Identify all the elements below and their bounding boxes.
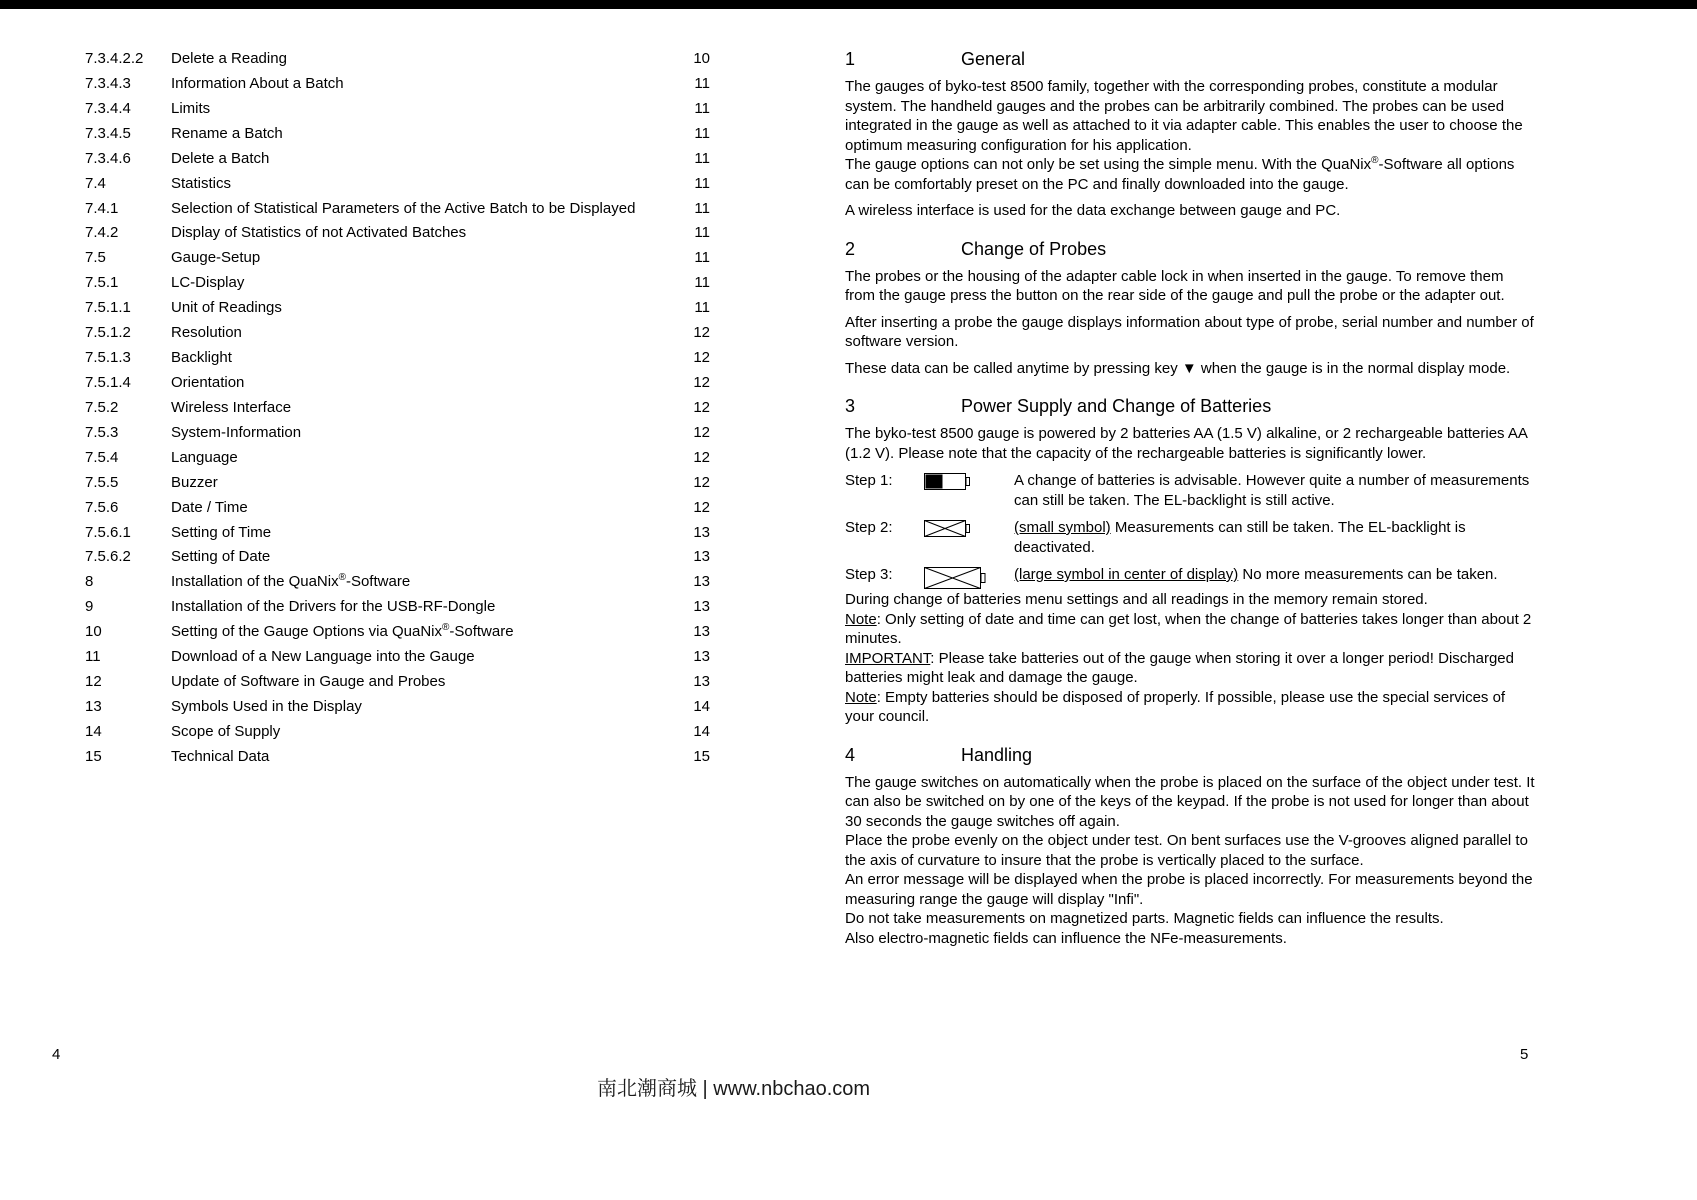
paragraph: An error message will be displayed when the probe is placed incorrectly. For measurements beyond the measuring range the gauge will display "Infi". [845,871,1533,908]
toc-entry-number: 7.5.1.2 [85,324,131,342]
paragraph: The gauge switches on automatically when the probe is placed on the surface of the object under test. It can also be switched on by one of the keys of the keypad. If the probe is not used for longer than about 30 seconds the gauge switches off again. [845,773,1535,830]
toc-entry-title: Update of Software in Gauge and Probes [171,673,446,691]
paragraph: IMPORTANT: Please take batteries out of the gauge when storing it over a longer period! Discharged batteries might leak and damage the gauge. [845,649,1514,686]
battery-crossed-small-icon [924,518,1014,538]
section-number: 4 [845,744,856,765]
paragraph: Also electro-magnetic fields can influence the NFe-measurements. [845,929,1287,947]
toc-entry-number: 7.5.1.1 [85,299,131,317]
toc-entry-page: 12 [693,423,710,441]
paragraph: The probes or the housing of the adapter cable lock in when inserted in the gauge. To remove them from the gauge press the button on the rear side of the gauge and pull the probe or the adapter out. [845,267,1505,304]
toc-entry-page: 11 [694,249,710,267]
toc-row [85,598,710,623]
toc-row [85,449,710,474]
toc-entry-number: 12 [85,673,102,691]
toc-row [85,573,710,598]
toc-entry-number: 13 [85,697,102,715]
toc-entry-title: Information About a Batch [171,74,344,92]
toc-entry-title: Gauge-Setup [171,249,261,267]
toc-entry-number: 7.3.4.4 [85,99,131,117]
toc-entry-title: System-Information [171,423,302,441]
paragraph: The gauge options can not only be set using the simple menu. With the QuaNix®-Software all options can be comfortably preset on the PC and finally downloaded into the gauge. [845,155,1515,193]
toc-entry-title: Scope of Supply [171,722,281,740]
toc-entry-page: 10 [693,50,710,67]
battery-crossed-large-icon [924,565,1014,590]
toc-entry-title: Statistics [171,174,232,192]
toc-row [85,623,710,648]
section-heading [845,744,1537,767]
toc-entry-title: Setting of Date [171,548,271,566]
toc-entry-number: 15 [85,747,102,765]
toc-entry-number: 7.5.5 [85,473,119,491]
section-heading [845,238,1537,261]
toc-row [85,648,710,673]
toc-entry-number: 7.3.4.6 [85,149,131,167]
footer-text: 南北潮商城 | www.nbchao.com [597,1078,871,1100]
toc-entry-page: 12 [693,373,710,391]
toc-row [85,673,710,698]
paragraph: Note: Empty batteries should be disposed of properly. If possible, please use the special services of your council. [845,688,1506,725]
toc-entry-number: 7.5.6.2 [85,548,131,566]
toc-entry-page: 11 [694,224,710,242]
toc-entry-page: 11 [694,124,710,142]
toc-row [85,524,710,549]
toc-entry-title: Limits [171,99,211,117]
toc-entry-page: 12 [693,473,710,491]
step-text: (small symbol) Measurements can still be taken. The EL-backlight is deactivated. [1014,519,1466,556]
toc-entry-title: Installation of the Drivers for the USB-RF-Dongle [171,598,496,616]
toc-row [85,75,710,100]
paragraph: A wireless interface is used for the data exchange between gauge and PC. [845,202,1341,219]
toc-row [85,100,710,125]
toc-entry-number: 7.4.2 [85,224,119,242]
toc-entry-number: 10 [85,623,102,641]
toc-entry-number: 7.3.4.5 [85,124,131,142]
toc-row [85,499,710,524]
paragraph: The gauges of byko-test 8500 family, together with the corresponding probes, constitute a modular system. The handheld gauges and the probes can be arbitrarily combined. The probes can be used integrated in the gauge as well as attached to it via adapter cable. This enables the user to choose the optimum measuring configuration for his application. [845,78,1523,154]
toc-page [85,50,710,773]
toc-row [85,175,710,200]
toc-entry-page: 13 [693,648,710,666]
toc-row [85,50,710,75]
toc-entry-page: 13 [693,673,710,691]
step-label: Step 1: [845,472,893,489]
toc-entry-number: 7.5.1 [85,274,119,292]
toc-row [85,374,710,399]
section-number: 1 [845,49,856,69]
paragraph: Do not take measurements on magnetized parts. Magnetic fields can influence the results. [845,910,1444,927]
toc-entry-number: 7.5.2 [85,398,119,416]
toc-row [85,200,710,225]
toc-entry-page: 13 [693,548,710,566]
paragraph: The byko-test 8500 gauge is powered by 2 batteries AA (1.5 V) alkaline, or 2 rechargeable batteries AA (1.2 V). Please note that the capacity of the rechargeable batteries is significantly lower. [845,425,1528,462]
toc-entry-number: 7.5.6.1 [85,523,131,541]
toc-entry-number: 14 [85,722,102,740]
toc-entry-page: 12 [693,398,710,416]
toc-entry-page: 11 [694,274,710,292]
toc-row [85,324,710,349]
toc-row [85,723,710,748]
content-page [845,48,1537,948]
paragraph: During change of batteries menu settings and all readings in the memory remain stored. [845,591,1428,608]
toc-entry-title: Technical Data [171,747,270,765]
paragraph: These data can be called anytime by pressing key ▼ when the gauge is in the normal display mode. [845,359,1511,377]
toc-entry-number: 7.5.1.3 [85,349,131,367]
toc-row [85,224,710,249]
top-border [0,0,1697,9]
toc-entry-title: LC-Display [171,274,245,292]
toc-entry-page: 13 [693,523,710,541]
paragraph: After inserting a probe the gauge displays information about type of probe, serial number and number of software version. [845,313,1534,350]
toc-row [85,399,710,424]
toc-entry-title: Backlight [171,349,232,367]
toc-entry-title: Rename a Batch [171,124,283,142]
toc-row [85,150,710,175]
toc-entry-page: 14 [693,722,710,740]
toc-entry-number: 7.5.3 [85,423,119,441]
toc-entry-page: 14 [693,697,710,715]
toc-entry-title: Unit of Readings [171,299,282,317]
section-heading [845,48,1537,71]
toc-entry-number: 7.4.1 [85,199,119,217]
battery-step [845,471,1537,510]
toc-entry-page: 11 [694,299,710,317]
battery-low-icon [924,471,1014,491]
toc-entry-title: Selection of Statistical Parameters of the Active Batch to be Displayed [171,199,636,217]
section-heading [845,395,1537,418]
toc-row [85,424,710,449]
paragraph: Note: Only setting of date and time can get lost, when the change of batteries takes longer than about 2 minutes. [845,610,1532,647]
step-text: (large symbol in center of display) No more measurements can be taken. [1014,566,1498,583]
section-title: Handling [961,744,1033,765]
toc-entry-title: Wireless Interface [171,398,292,416]
step-label: Step 2: [845,519,893,536]
toc-entry-title: Download of a New Language into the Gauge [171,648,475,666]
toc-entry-number: 7.3.4.3 [85,74,131,92]
toc-entry-page: 12 [693,324,710,342]
toc-row [85,299,710,324]
section-number: 2 [845,238,856,259]
toc-entry-page: 13 [693,598,710,616]
toc-entry-title: Display of Statistics of not Activated Batches [171,224,467,242]
toc-entry-title: Symbols Used in the Display [171,697,362,715]
toc-entry-page: 11 [694,99,710,117]
site-footer [597,1072,870,1101]
toc-entry-page: 11 [694,149,710,167]
step-text: A change of batteries is advisable. However quite a number of measurements can still be taken. The EL-backlight is still active. [1014,472,1530,509]
toc-entry-title: Language [171,448,238,466]
toc-entry-number: 7.3.4.2.2 [85,50,144,67]
right-page-number: 5 [1520,1046,1529,1063]
section-title: Change of Probes [961,238,1107,259]
toc-entry-page: 13 [693,623,710,641]
toc-entry-number: 7.5.1.4 [85,373,131,391]
toc-entry-number: 7.5 [85,249,106,267]
section-title: General [961,49,1026,69]
toc-entry-number: 7.5.6 [85,498,119,516]
toc-entry-title: Buzzer [171,473,218,491]
toc-entry-number: 11 [85,648,101,666]
toc-entry-title: Delete a Reading [171,50,287,67]
toc-entry-title: Orientation [171,373,245,391]
toc-row [85,698,710,723]
toc-entry-page: 15 [693,747,710,765]
toc-entry-title: Installation of the QuaNix®-Software [171,572,411,591]
toc-entry-page: 12 [693,349,710,367]
toc-row [85,125,710,150]
toc-entry-number: 7.4 [85,174,106,192]
toc-row [85,748,710,773]
toc-entry-number: 7.5.4 [85,448,119,466]
left-page-number: 4 [52,1046,61,1063]
toc-entry-title: Setting of the Gauge Options via QuaNix®-Software [171,622,514,641]
toc-row [85,274,710,299]
toc-row [85,249,710,274]
toc-entry-title: Setting of Time [171,523,272,541]
section-number: 3 [845,396,856,416]
battery-step [845,518,1537,557]
manual-sections [845,48,1537,948]
toc-entry-page: 11 [694,199,710,217]
step-label: Step 3: [845,566,893,583]
toc-entry-title: Date / Time [171,498,248,516]
toc-entry-page: 12 [693,448,710,466]
toc-entry-page: 11 [694,74,710,92]
toc-entry-number: 9 [85,598,94,616]
toc-entry-page: 12 [693,498,710,516]
toc-row [85,548,710,573]
toc-entry-title: Resolution [171,324,242,342]
toc-row [85,349,710,374]
toc-row [85,474,710,499]
table-of-contents [85,50,710,773]
section-title: Power Supply and Change of Batteries [961,396,1272,416]
toc-entry-number: 8 [85,573,94,591]
toc-entry-title: Delete a Batch [171,149,270,167]
toc-entry-page: 11 [694,174,710,192]
toc-entry-page: 13 [693,573,710,591]
paragraph: Place the probe evenly on the object under test. On bent surfaces use the V-grooves aligned parallel to the axis of curvature to insure that the probe is vertically placed to the surface. [845,832,1528,869]
battery-step [845,565,1537,590]
